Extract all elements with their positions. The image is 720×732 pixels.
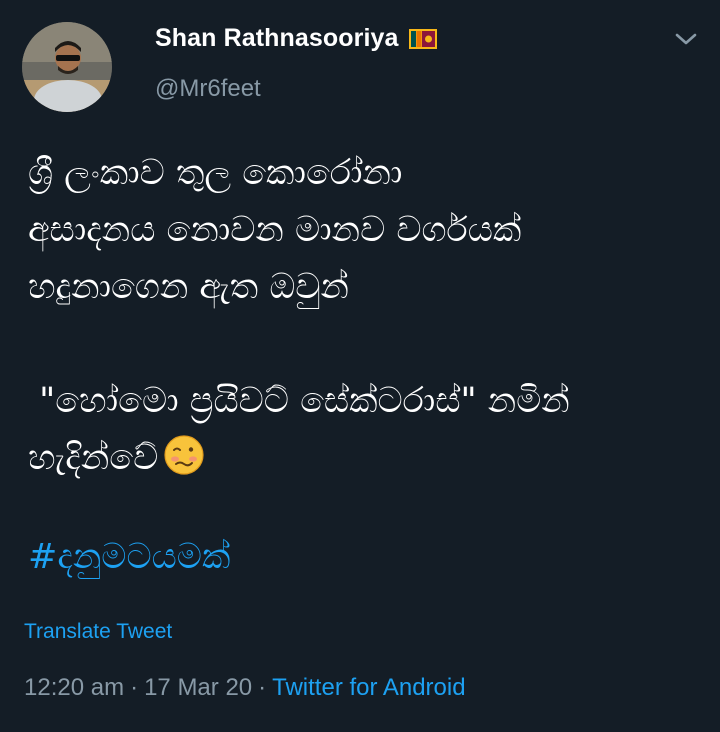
- avatar-photo: [22, 22, 112, 112]
- tweet-text-line-with-emoji: [28, 430, 708, 487]
- tweet-text-fragment: හැදින්වේ: [28, 438, 159, 478]
- tweet-text-line: හදුනාගෙන ඇත ඔවුන්: [28, 267, 349, 307]
- tweet-date[interactable]: 17 Mar 20: [144, 674, 253, 701]
- meta-separator: ·: [258, 674, 267, 701]
- author-name-row[interactable]: [155, 24, 437, 53]
- tweet-text-line: අසාදනය නොවන මානව වර්ගයක්: [28, 210, 522, 250]
- sri-lanka-flag-icon: [409, 29, 437, 49]
- tweet-meta: [24, 674, 466, 702]
- tweet-text: [28, 145, 708, 487]
- tweet-text-line: ශ්‍රී ලංකාව තුල කොරෝනා: [28, 153, 403, 193]
- hashtag-link[interactable]: #දනුමටයමක්: [28, 537, 231, 577]
- paragraph-gap: [28, 316, 708, 373]
- meta-separator: ·: [130, 674, 139, 701]
- tweet-time[interactable]: 12:20 am: [24, 674, 125, 701]
- woozy-face-emoji: [162, 433, 206, 477]
- author-handle[interactable]: @Mr6feet: [155, 75, 261, 102]
- author-display-name[interactable]: Shan Rathnasooriya: [155, 24, 399, 52]
- chevron-down-icon[interactable]: [672, 28, 700, 50]
- tweet-text-line: "හෝමො ප්‍රයිවට් සේක්ටරාස්" නමින්: [28, 381, 570, 421]
- translate-tweet-link[interactable]: Translate Tweet: [24, 620, 173, 643]
- avatar[interactable]: [22, 22, 112, 112]
- tweet-source-link[interactable]: Twitter for Android: [272, 674, 466, 701]
